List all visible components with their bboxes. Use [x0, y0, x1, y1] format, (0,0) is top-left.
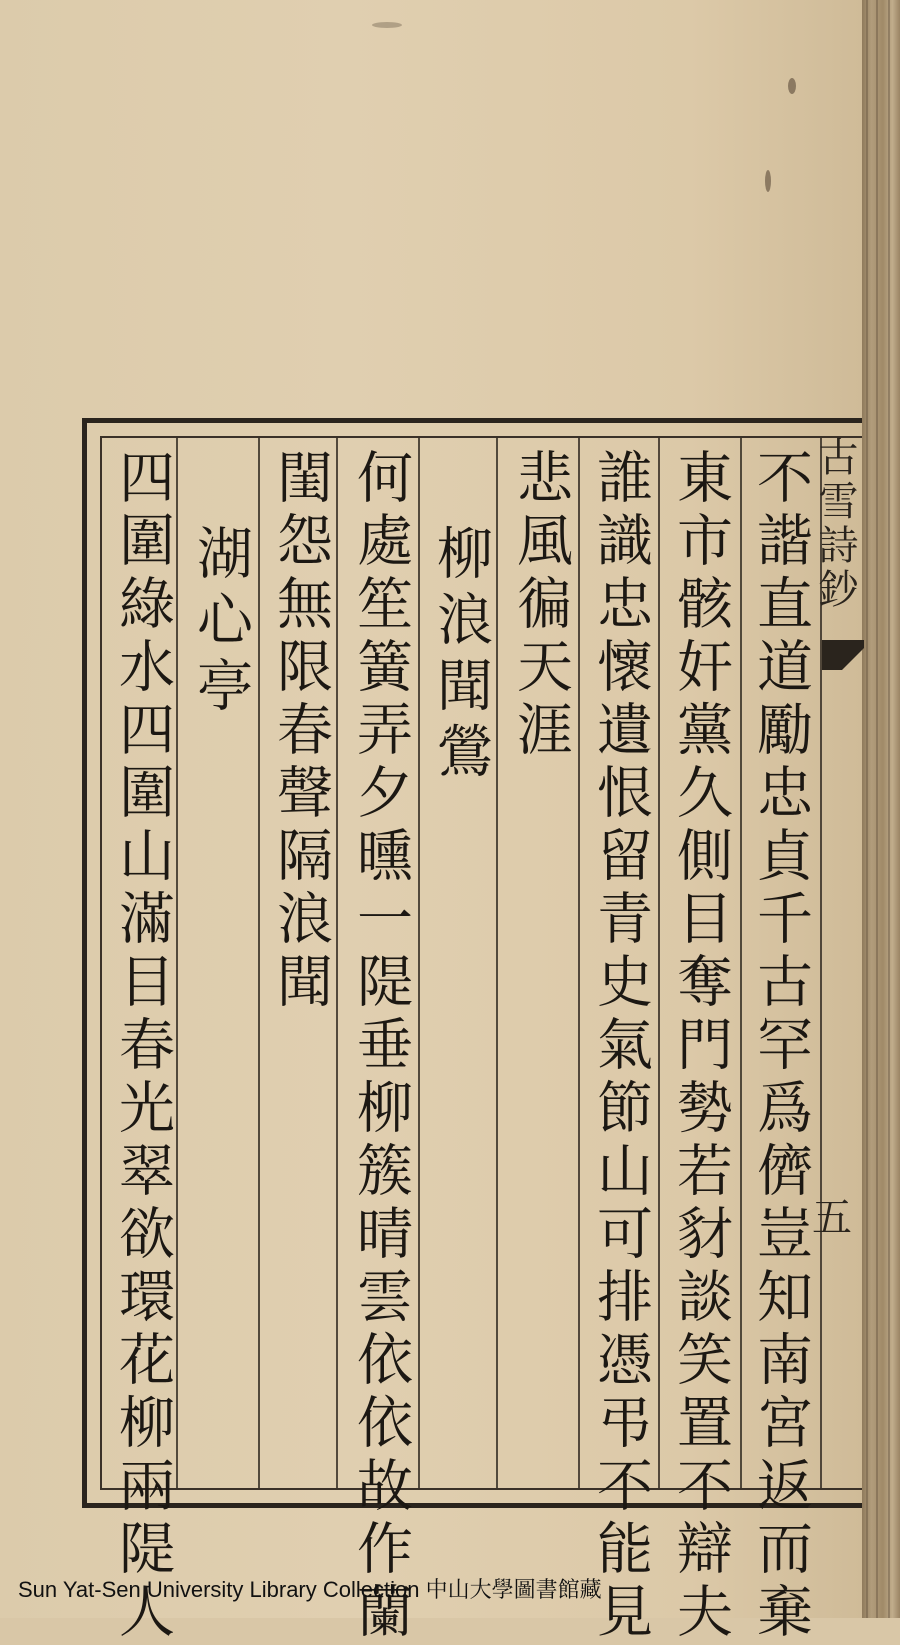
- column-rule: [658, 436, 660, 1490]
- paper-speck: [765, 170, 771, 192]
- poem-title-liulang: 柳浪聞鶯: [428, 524, 493, 788]
- text-column-9: 四圍綠水四圍山滿目春光翠欲環花柳兩隄人: [110, 448, 175, 1645]
- text-column-4: 悲風徧天涯: [508, 448, 573, 763]
- library-caption: Sun Yat-Sen University Library Collection 中山大學圖書館藏: [18, 1577, 602, 1602]
- column-rule: [258, 436, 260, 1490]
- book-spine: [862, 0, 900, 1618]
- margin-book-title: 古雪詩鈔: [812, 436, 858, 612]
- paper-speck: [372, 22, 402, 28]
- text-column-3: 誰識忠懷遺恨留青史氣節山可排憑弔不能見: [588, 448, 653, 1645]
- text-column-2: 東市骸奸黨久側目奪門勢若豺談笑置不辯夫: [668, 448, 733, 1645]
- text-column-1: 不諧直道勵忠貞千古罕爲儕豈知南宮返而棄: [748, 448, 813, 1645]
- fish-tail-mark: [822, 640, 864, 670]
- column-rule: [578, 436, 580, 1490]
- page-number: 五: [812, 1195, 852, 1241]
- column-rule: [418, 436, 420, 1490]
- text-column-7: 閨怨無限春聲隔浪聞: [268, 448, 333, 1015]
- text-column-6: 何處笙簧弄夕曛一隄垂柳簇晴雲依依故作蘭: [348, 448, 413, 1645]
- paper-speck: [788, 78, 796, 94]
- poem-title-huxinting: 湖心亭: [188, 524, 253, 722]
